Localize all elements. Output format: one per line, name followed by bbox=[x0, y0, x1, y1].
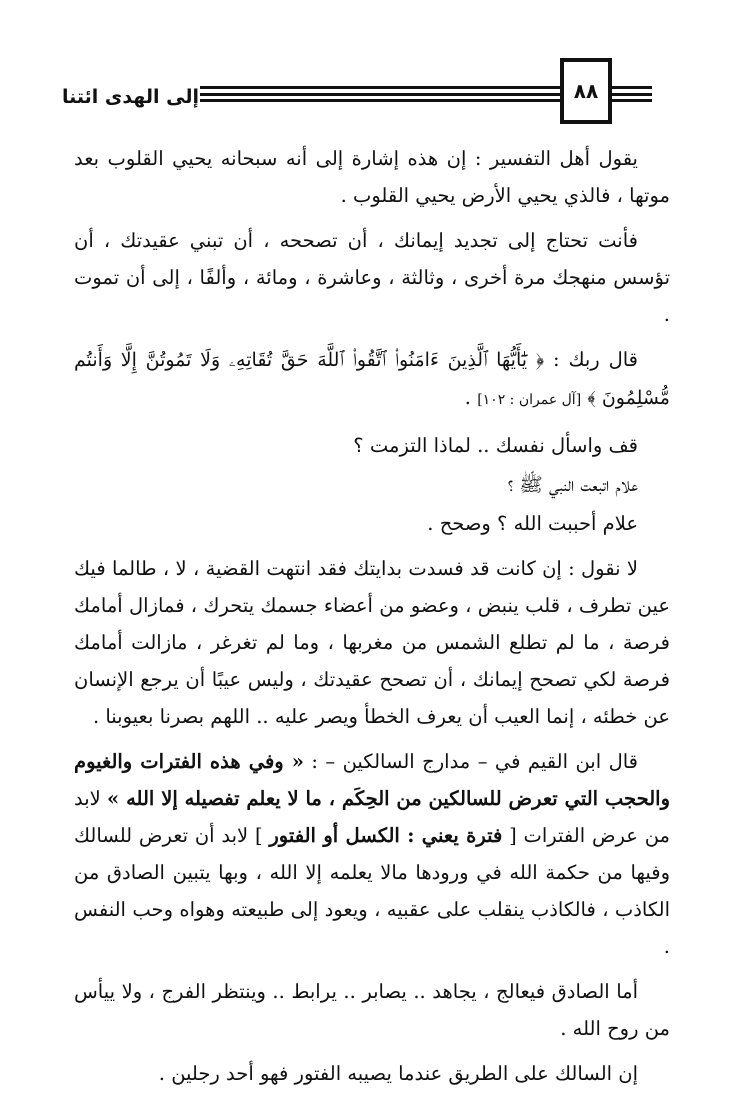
paragraph-ibn-qayyim bbox=[74, 743, 670, 965]
paragraph-opportunity: لا نقول : إن كانت قد فسدت بدايتك فقد انتهت القضية ، لا ، طالما فيك عين تطرف ، قلب ينبض ، وعضو من أعضاء جسمك يتحرك ، فمازال أمامك فرصة ، ما لم تطلع الشمس من مغربها ، وما لم تغرغر ، مازالت أمامك فرصة لكي تصحح إيمانك ، أن تصحح عقيدتك ، وليس عيبًا أن يرجع الإنسان عن خطئه ، إنما العيب أن يعرف الخطأ ويصر عليه .. اللهم بصرنا بعيوبنا . bbox=[74, 557, 670, 728]
paragraph-quran-verse bbox=[74, 341, 670, 419]
verse-reference: [آل عمران : ١٠٢] bbox=[477, 392, 582, 408]
paragraph-two-men: إن السالك على الطريق عندما يصيبه الفتور فهو أحد رجلين . bbox=[158, 1062, 638, 1085]
page-number-box bbox=[560, 58, 612, 124]
question-why-followed: علام اتبعت النبي ﷺ ؟ bbox=[507, 473, 638, 496]
quote-explanation: ] لابد أن تعرض للسالك وفيها من حكمة الله في ورودها مالا يعلمه إلا الله ، وبها يتبين الصادق من الكاذب ، فالكاذب ينقلب على عقبيه ، ويعود إلى طبيعته وهواه وحب النفس . bbox=[74, 824, 670, 958]
verse-intro: قال ربك : bbox=[553, 348, 639, 371]
paragraph-renew-faith: فأنت تحتاج إلى تجديد إيمانك ، أن تصححه ، أن تبني عقيدتك ، أن تؤسس منهجك مرة أخرى ، وثالثة ، وعاشرة ، ومائة ، وألفًا ، إلى أن تموت . bbox=[74, 229, 670, 326]
page-number: ٨٨ bbox=[573, 79, 599, 103]
quote-comment: لابد من عرض الفترات [ bbox=[74, 787, 670, 847]
page-body bbox=[74, 140, 670, 1100]
page-header bbox=[0, 0, 748, 130]
header-rule bbox=[200, 86, 562, 108]
quran-verse: ﴿ يَٰٓأَيُّهَا ٱلَّذِينَ ءَامَنُوا۟ ٱتَّقُوا۟ ٱللَّهَ حَقَّ تُقَاتِهِۦ وَلَا تَمُوتُنَّ إِلَّا وَأَنتُم مُّسْلِمُونَ ﴾ bbox=[74, 349, 670, 409]
paragraph-truthful: أما الصادق فيعالج ، يجاهد .. يصابر .. يرابط .. وينتظر الفرج ، ولا ييأس من روح الله . bbox=[74, 980, 670, 1040]
fatra-definition: فترة يعني : الكسل أو الفتور bbox=[269, 824, 503, 847]
running-title: إلى الهدى ائتنا bbox=[62, 86, 199, 108]
ibn-qayyim-quote: « وفي هذه الفترات والغيوم والحجب التي تعرض للسالكين من الحِكَم ، ما لا يعلم تفصيله إلا الله » bbox=[74, 750, 671, 810]
quote-intro: قال ابن القيم في – مدارج السالكين – : bbox=[303, 750, 639, 773]
paragraph-tafsir: يقول أهل التفسير : إن هذه إشارة إلى أنه سبحانه يحيي القلوب بعد موتها ، فالذي يحيي الأرض يحيي القلوب . bbox=[74, 147, 670, 207]
question-why-committed: قف واسأل نفسك .. لماذا التزمت ؟ bbox=[353, 434, 638, 457]
verse-end: . bbox=[464, 386, 478, 409]
header-rule-tail bbox=[612, 86, 652, 108]
question-why-loved: علام أحببت الله ؟ وصحح . bbox=[427, 512, 638, 535]
